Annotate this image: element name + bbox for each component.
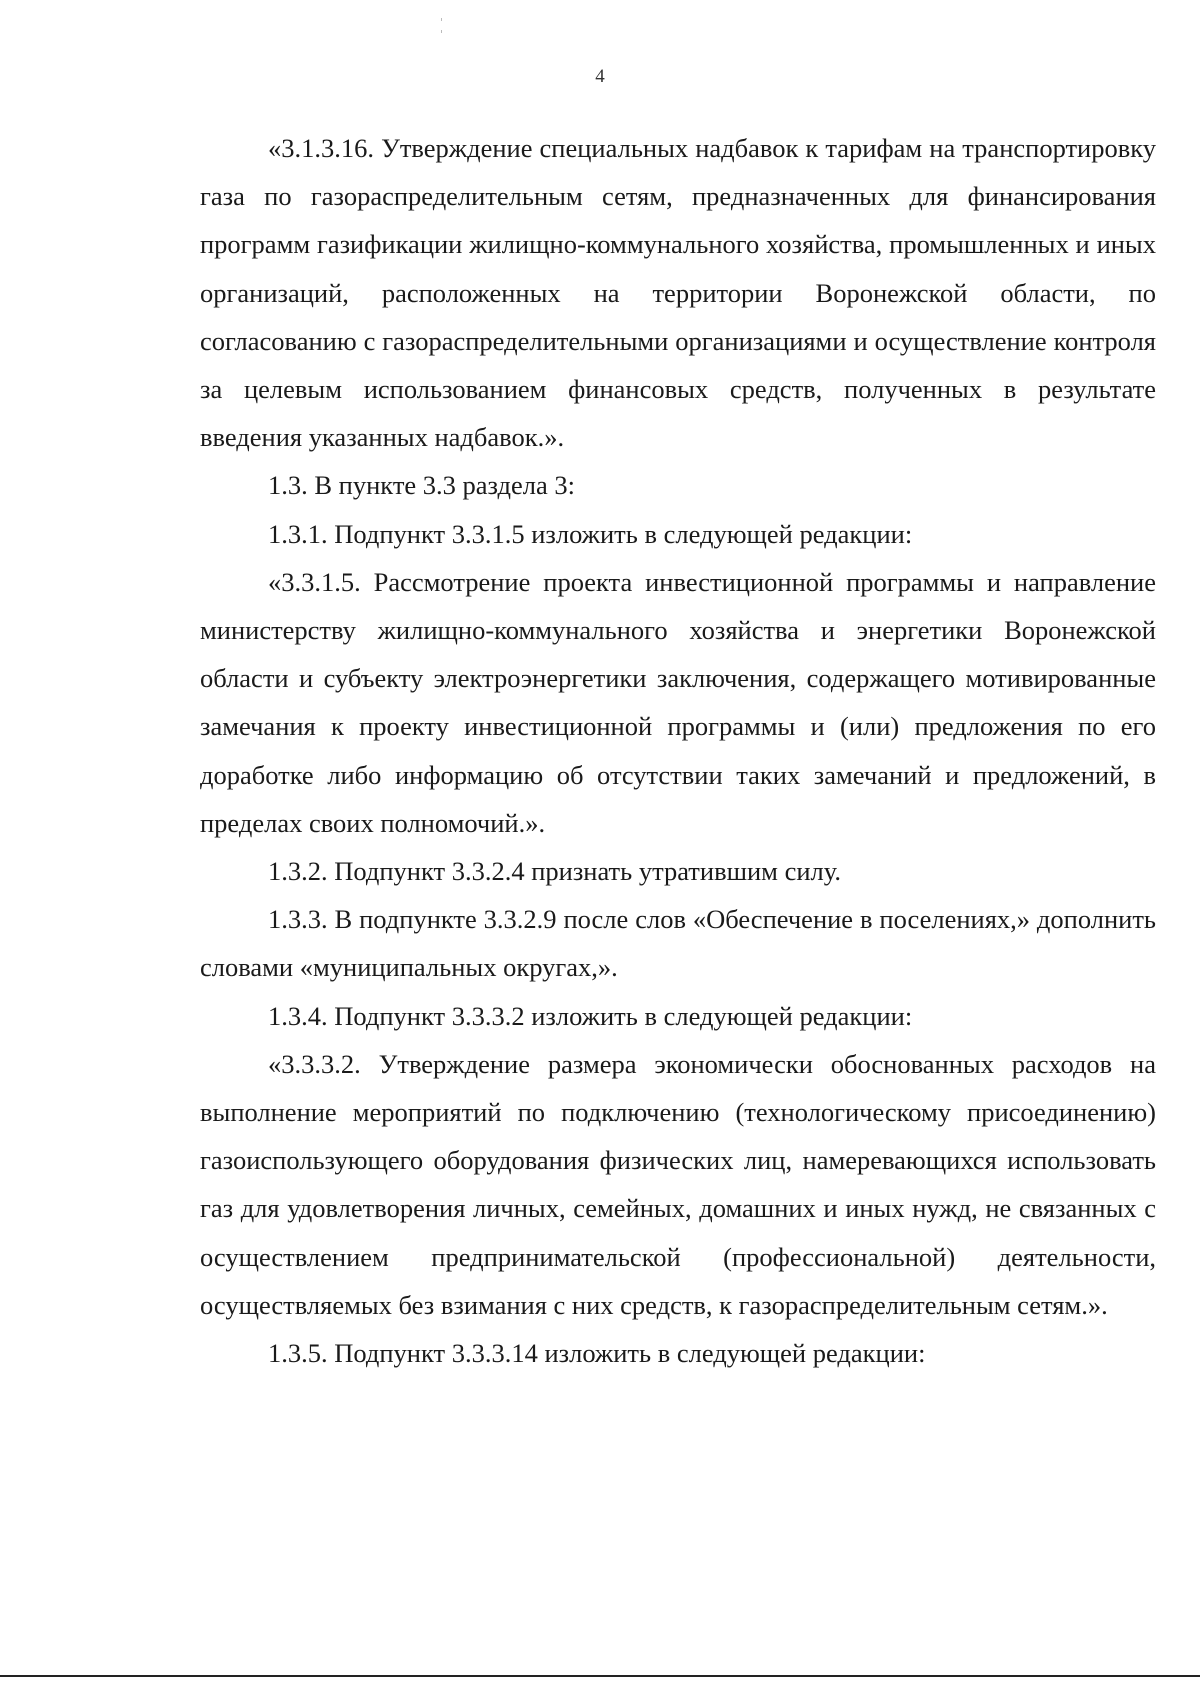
paragraph-1-3-2: 1.3.2. Подпункт 3.3.2.4 признать утратившим силу. [268, 856, 841, 887]
paragraph-1-3-5: 1.3.5. Подпункт 3.3.3.14 изложить в следующей редакции: [268, 1338, 926, 1369]
paragraph-1-3-1: 1.3.1. Подпункт 3.3.1.5 изложить в следующей редакции: [268, 518, 913, 549]
paragraph-1-3-3: 1.3.3. В подпункте 3.3.2.9 после слов «Обеспечение в поселениях,» дополнить словами «муниципальных округах,». [200, 904, 1156, 983]
paragraph-3-3-3-2: «3.3.3.2. Утверждение размера экономически обоснованных расходов на выполнение мероприятий по подключению (технологическому присоединению) газоиспользующего оборудования физических лиц, намеревающихся использовать газ для удовлетворения личных, семейных, домашних и иных нужд, не связанных с осуществлением предпринимательской (профессиональной) деятельности, осуществляемых без взимания с них средств, к газораспределительным сетям.». [200, 1048, 1156, 1320]
paragraph-1-3-4: 1.3.4. Подпункт 3.3.3.2 изложить в следующей редакции: [268, 1000, 913, 1031]
document-body [200, 124, 1156, 1377]
paragraph-1-3: 1.3. В пункте 3.3 раздела 3: [268, 470, 576, 501]
paragraph-3-3-1-5: «3.3.1.5. Рассмотрение проекта инвестиционной программы и направление министерству жилищно-коммунального хозяйства и энергетики Воронежской области и субъекту электроэнергетики заключения, содержащего мотивированные замечания к проекту инвестиционной программы и (или) предложения по его доработке либо информацию об отсутствии таких замечаний и предложений, в пределах своих полномочий.». [200, 566, 1156, 838]
scan-speck [441, 30, 442, 33]
page-bottom-edge [0, 1675, 1200, 1677]
scan-speck [441, 18, 442, 21]
page-number: 4 [595, 66, 605, 87]
paragraph-3-1-3-16: «3.1.3.16. Утверждение специальных надбавок к тарифам на транспортировку газа по газораспределительным сетям, предназначенных для финансирования программ газификации жилищно-коммунального хозяйства, промышленных и иных организаций, расположенных на территории Воронежской области, по согласованию с газораспределительными организациями и осуществление контроля за целевым использованием финансовых средств, полученных в результате введения указанных надбавок.». [200, 133, 1156, 453]
